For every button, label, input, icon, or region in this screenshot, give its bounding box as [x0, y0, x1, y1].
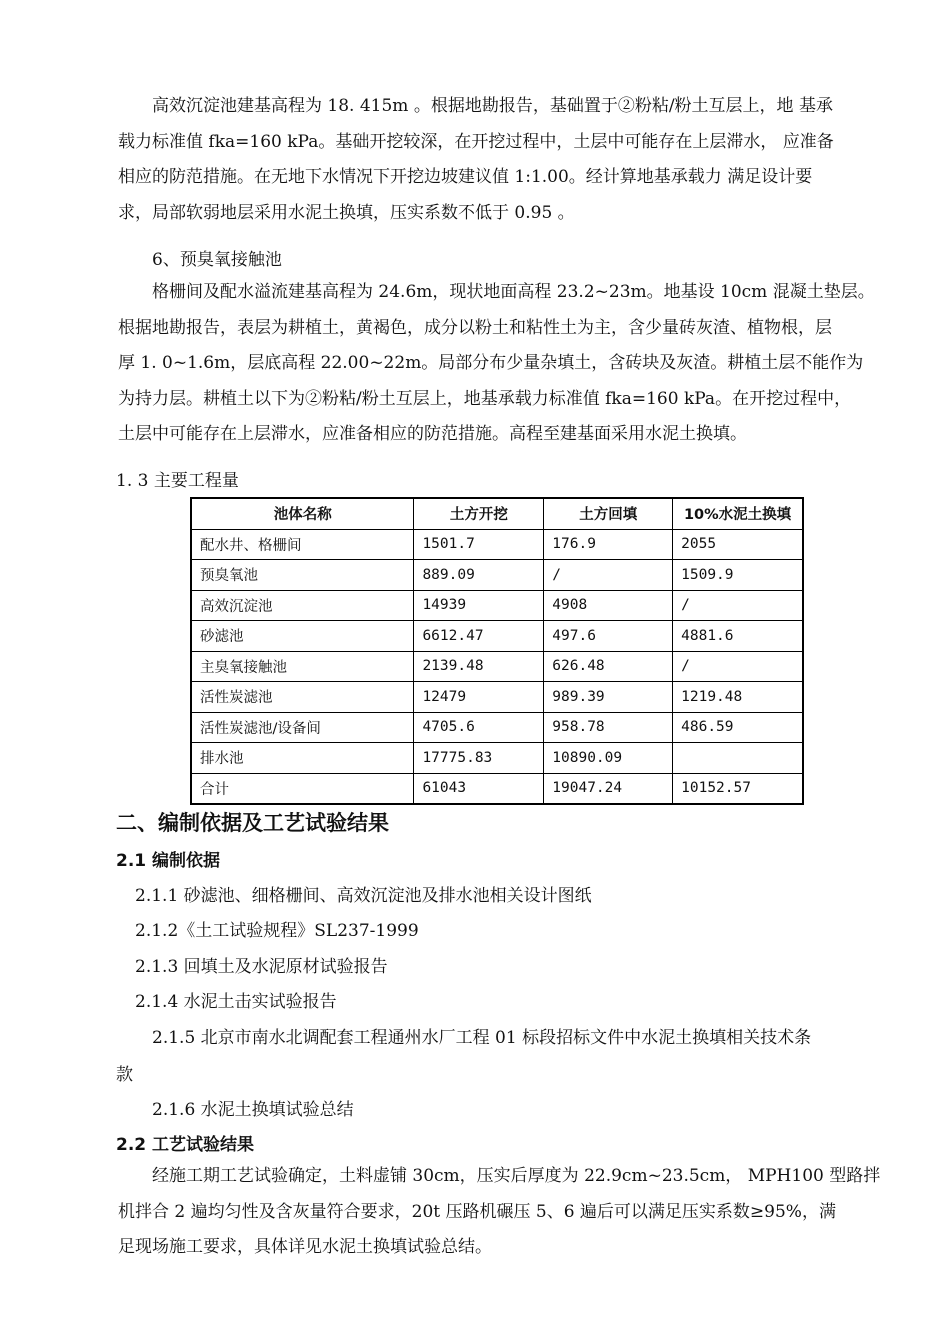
quantity-cell: 486.59 [673, 712, 803, 743]
basis-item: 2.1.5 北京市南水北调配套工程通州水厂工程 01 标段招标文件中水泥土换填相关技术条 [152, 1028, 812, 1048]
text-line: 相应的防范措施。在无地下水情况下开挖边坡建议值 1:1.00。经计算地基承载力 满足设计要 [118, 167, 813, 187]
quantity-cell: 4705.6 [414, 712, 544, 743]
column-header: 土方开挖 [414, 499, 544, 530]
section-heading-preozone: 6、预臭氧接触池 [152, 250, 282, 270]
table-row [192, 682, 803, 713]
quantity-cell: 2055 [673, 529, 803, 560]
quantity-cell: / [673, 651, 803, 682]
quantity-cell: 12479 [414, 682, 544, 713]
quantity-cell: 4881.6 [673, 621, 803, 652]
table-row [192, 560, 803, 591]
basis-item: 2.1.1 砂滤池、细格栅间、高效沉淀池及排水池相关设计图纸 [135, 886, 592, 906]
text-line: 根据地勘报告，表层为耕植土，黄褐色，成分以粉土和粘性土为主，含少量砖灰渣、植物根，层 [118, 317, 832, 338]
text-line: 载力标准值 fka=160 kPa。基础开挖较深，在开挖过程中，土层中可能存在上层滞水， 应准备 [118, 131, 834, 152]
quantity-cell: 10152.57 [673, 773, 803, 804]
text-line: 为持力层。耕植土以下为②粉粘/粉土互层上，地基承载力标准值 fka=160 kPa。在开挖过程中， [118, 388, 852, 409]
table-row [192, 773, 803, 804]
quantity-cell: 497.6 [544, 621, 673, 652]
paragraph-foundation-grille [118, 275, 888, 453]
quantity-cell: / [544, 560, 673, 591]
pool-name-cell: 砂滤池 [192, 621, 414, 652]
pool-name-cell: 活性炭滤池 [192, 682, 414, 713]
quantity-cell: 4908 [544, 590, 673, 621]
pool-name-cell: 高效沉淀池 [192, 590, 414, 621]
subsection-heading-basis: 2.1 编制依据 [116, 851, 221, 871]
quantity-cell: 1219.48 [673, 682, 803, 713]
quantity-cell: / [673, 590, 803, 621]
quantity-cell: 1501.7 [414, 529, 544, 560]
text-line: 经施工期工艺试验确定，土料虚铺 30cm，压实后厚度为 22.9cm~23.5cm， MPH100 型路拌 [152, 1166, 881, 1186]
basis-item: 2.1.4 水泥土击实试验报告 [135, 992, 337, 1012]
pool-name-cell: 主臭氧接触池 [192, 651, 414, 682]
quantity-cell: 626.48 [544, 651, 673, 682]
chapter-heading: 二、编制依据及工艺试验结果 [116, 811, 389, 835]
basis-item: 2.1.6 水泥土换填试验总结 [152, 1100, 354, 1120]
column-header: 土方回填 [544, 499, 673, 530]
quantity-cell: 2139.48 [414, 651, 544, 682]
text-line: 格栅间及配水溢流建基高程为 24.6m，现状地面高程 23.2~23m。地基设 10cm 混凝土垫层。 [152, 282, 875, 302]
text-line: 厚 1. 0~1.6m，层底高程 22.00~22m。局部分布少量杂填土，含砖块及灰渣。耕植土层不能作为 [118, 353, 864, 373]
table-row [192, 712, 803, 743]
table-row [192, 651, 803, 682]
quantity-cell: 958.78 [544, 712, 673, 743]
text-line: 足现场施工要求，具体详见水泥土换填试验总结。 [118, 1237, 492, 1257]
quantities-table [191, 498, 803, 804]
quantity-cell: 19047.24 [544, 773, 673, 804]
quantity-cell: 61043 [414, 773, 544, 804]
table-row [192, 743, 803, 774]
pool-name-cell: 排水池 [192, 743, 414, 774]
pool-name-cell: 配水井、格栅间 [192, 529, 414, 560]
basis-item: 2.1.3 回填土及水泥原材试验报告 [135, 957, 388, 977]
column-header: 10%水泥土换填 [673, 499, 803, 530]
pool-name-cell: 活性炭滤池/设备间 [192, 712, 414, 743]
quantity-cell: 176.9 [544, 529, 673, 560]
quantity-cell: 17775.83 [414, 743, 544, 774]
pool-name-cell: 预臭氧池 [192, 560, 414, 591]
table-row [192, 621, 803, 652]
column-header: 池体名称 [192, 499, 414, 530]
basis-item: 2.1.2《土工试验规程》SL237-1999 [135, 921, 419, 941]
section-heading-quantities: 1. 3 主要工程量 [116, 471, 239, 491]
text-line: 机拌合 2 遍均匀性及含灰量符合要求，20t 压路机碾压 5、6 遍后可以满足压实系数≥95%，满 [118, 1201, 836, 1222]
quantity-cell: 989.39 [544, 682, 673, 713]
quantity-cell [673, 743, 803, 774]
table-row [192, 590, 803, 621]
quantity-cell: 6612.47 [414, 621, 544, 652]
text-line: 土层中可能存在上层滞水，应准备相应的防范措施。高程至建基面采用水泥土换填。 [118, 424, 747, 444]
quantity-cell: 1509.9 [673, 560, 803, 591]
quantity-cell: 889.09 [414, 560, 544, 591]
quantity-cell: 14939 [414, 590, 544, 621]
paragraph-foundation-sedimentation [118, 89, 888, 231]
basis-item-continued: 款 [116, 1065, 133, 1085]
table-row [192, 529, 803, 560]
subsection-heading-results: 2.2 工艺试验结果 [116, 1135, 255, 1155]
pool-name-cell: 合计 [192, 773, 414, 804]
table-header-row [192, 499, 803, 530]
text-line: 求，局部软弱地层采用水泥土换填，压实系数不低于 0.95 。 [118, 202, 575, 223]
paragraph-test-results [118, 1159, 888, 1266]
quantity-cell: 10890.09 [544, 743, 673, 774]
text-line: 高效沉淀池建基高程为 18. 415m 。根据地勘报告，基础置于②粉粘/粉土互层上，地 基承 [152, 96, 833, 116]
